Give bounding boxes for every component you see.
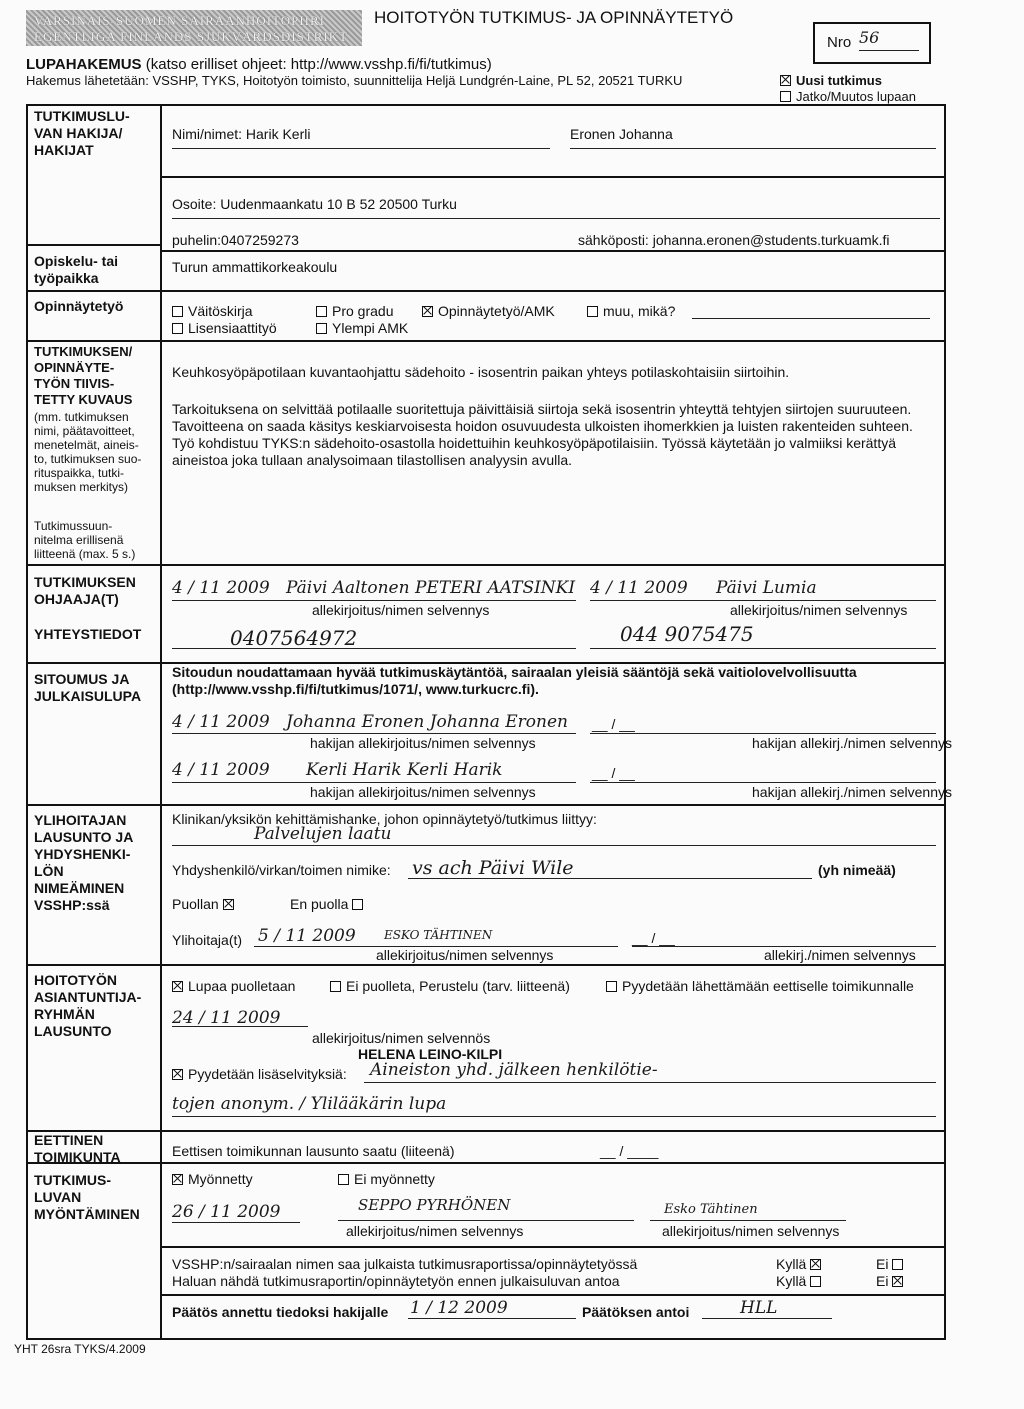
send-to: Hakemus lähetetään: VSSHP, TYKS, Hoitotyön toimisto, suunnittelija Heljä Lundgrén-Laine, PL 52, 20521 TURKU — [26, 73, 683, 88]
continuation-checkbox[interactable] — [780, 91, 791, 102]
more-info-checkbox[interactable] — [172, 1069, 183, 1080]
project-value: Palvelujen laatu — [254, 824, 392, 844]
form-code: YHT 26sra TYKS/4.2009 — [14, 1342, 146, 1356]
address-value: Uudenmaankatu 10 B 52 20500 Turku — [220, 196, 457, 212]
preview-question: Haluan nähdä tutkimusraportin/opinnäytetyön ennen julkaisuluvan antoa — [172, 1273, 620, 1289]
applicant-name-2: Eronen Johanna — [570, 126, 673, 142]
names-field: Nimi/nimet: Harik Kerli — [172, 126, 311, 142]
applicant-2-date: 4 / 11 2009 — [172, 760, 270, 780]
head-nurse-date: 5 / 11 2009 — [258, 926, 356, 946]
supervisor-1-phone: 0407564972 — [230, 626, 358, 650]
opt-ethics-committee[interactable]: Pyydetään lähettämään eettiselle toimikunnalle — [606, 978, 914, 994]
description-label: TUTKIMUKSEN/ OPINNÄYTE- TYÖN TIIVIS- TETTY KUVAUS — [34, 344, 133, 407]
applicant-4-date: __ / __ — [592, 765, 635, 781]
project-label: Klinikan/yksikön kehittämishanke, johon opinnäytetyö/tutkimus liittyy: — [172, 811, 597, 827]
applicant-3-date: __ / __ — [592, 716, 635, 732]
supervisor-1-date: 4 / 11 2009 — [172, 578, 270, 598]
expert-signer: HELENA LEINO-KILPI — [358, 1046, 503, 1062]
workplace-value: Turun ammattikorkeakoulu — [172, 259, 338, 275]
description-sublabel: (mm. tutkimuksen nimi, päätavoitteet, menetelmät, aineis- to, tutkimuksen suo- rituspaikka, tutki- muksen merkitys) — [34, 410, 142, 494]
opt-approve[interactable]: Lupaa puolletaan — [172, 978, 295, 994]
email-value: johanna.eronen@students.turkuamk.fi — [652, 232, 890, 248]
decision-by: HLL — [740, 1298, 778, 1318]
decision-by-label: Päätöksen antoi — [582, 1304, 690, 1320]
permission-caption-1: allekirjoitus/nimen selvennys — [346, 1223, 524, 1239]
head-nurse-caption: allekirjoitus/nimen selvennys — [376, 947, 554, 963]
nro-label: Nro — [827, 34, 852, 51]
permission-date: 26 / 11 2009 — [172, 1202, 281, 1222]
preview-yes[interactable]: Kyllä — [776, 1273, 826, 1289]
granted-option[interactable]: Myönnetty — [172, 1171, 253, 1187]
option-lisensiaattityo[interactable]: Lisensiaattityö — [172, 320, 277, 336]
applicant-name-1: Harik Kerli — [245, 126, 311, 142]
form-title: HOITOTYÖN TUTKIMUS- JA OPINNÄYTETYÖ — [374, 8, 734, 27]
logo-line-1: VARSINAIS-SUOMEN SAIRAANHOITOPIIRI — [34, 13, 326, 28]
form-name: LUPAHAKEMUS — [26, 56, 142, 73]
workplace-label: Opiskelu- tai työpaikka — [34, 253, 119, 286]
supervisor-2-date: 4 / 11 2009 — [590, 578, 688, 598]
continuation-option[interactable]: Jatko/Muutos lupaan — [780, 89, 916, 104]
expert-caption: allekirjoitus/nimen selvennös — [312, 1030, 491, 1046]
hospital-district-logo — [26, 10, 362, 46]
thesis-label: Opinnäytetyö — [34, 298, 124, 314]
head-nurse-2-date: __ / __ — [632, 930, 675, 946]
permission-caption-2: allekirjoitus/nimen selvennys — [662, 1223, 840, 1239]
decision-label: Päätös annettu tiedoksi hakijalle — [172, 1304, 389, 1320]
expert-date: 24 / 11 2009 — [172, 1008, 281, 1028]
supervisor-2-caption: allekirjoitus/nimen selvennys — [730, 602, 908, 618]
applicant-1-caption: hakijan allekirjoitus/nimen selvennys — [310, 735, 536, 751]
contact-person-label: Yhdyshenkilö/virkan/toimen nimike: — [172, 862, 391, 878]
publish-yes[interactable]: Kyllä — [776, 1256, 826, 1272]
commitment-text: Sitoudun noudattamaan hyvää tutkimuskäytäntöä, sairaalan yleisiä sääntöjä sekä vaitiolovelvollisuutta (http://www.vsshp.fi/fi/tutkimus/1071/, www.turkucrc.fi). — [172, 664, 857, 697]
applicant-2-caption: hakijan allekirjoitus/nimen selvennys — [310, 784, 536, 800]
head-nurse-label: YLIHOITAJAN LAUSUNTO JA YHDYSHENKI- LÖN NIMEÄMINEN VSSHP:ssä — [34, 812, 134, 913]
number-box — [813, 22, 931, 64]
ethics-date: __ / ____ — [600, 1143, 659, 1159]
head-nurse-2-caption: allekirj./nimen selvennys — [764, 947, 916, 963]
applicant-1-signature: Johanna Eronen Johanna Eronen — [286, 712, 569, 732]
research-title: Keuhkosyöpäpotilaan kuvantaohjattu sädehoito - isosentrin paikan yhteys potilaskohtaisiin siirtoihin. — [172, 364, 790, 380]
supervisor-2-phone: 044 9075475 — [620, 622, 754, 646]
opt-reject[interactable]: Ei puolleta, Perustelu (tarv. liitteenä) — [330, 978, 570, 994]
instructions: (katso erilliset ohjeet: http://www.vsshp.fi/fi/tutkimus) — [145, 56, 492, 73]
no-support-option[interactable]: En puolla — [290, 896, 368, 912]
permission-signature-1: SEPPO PYRHÖNEN — [358, 1196, 511, 1214]
head-nurse-field-label: Ylihoitaja(t) — [172, 932, 243, 948]
address-field: Osoite: Uudenmaankatu 10 B 52 20500 Turku — [172, 196, 457, 212]
head-nurse-signature: ESKO TÄHTINEN — [384, 928, 493, 942]
phone-field: puhelin:0407259273 — [172, 232, 299, 248]
option-ylempi-amk[interactable]: Ylempi AMK — [316, 320, 408, 336]
new-research-checkbox[interactable] — [780, 75, 791, 86]
commitment-label: SITOUMUS JA JULKAISULUPA — [34, 671, 142, 704]
supervisors-label: TUTKIMUKSEN OHJAAJA(T) — [34, 574, 136, 607]
ethics-label: EETTINEN TOIMIKUNTA — [34, 1132, 121, 1165]
applicant-1-date: 4 / 11 2009 — [172, 712, 270, 732]
research-description: Tarkoituksena on selvittää potilaalle suoritettuja päivittäisiä siirtoja sekä isosentrin yhteyttä tehtyjen siirtojen suuruuteen. Tavoitteena on saada käsitys keskiarvoisesta hoidon osuvuudesta ulkoisten ihomerkkien ja luisten rakenteiden suhteen. Työ kohdistuu TYKS:n sädehoito-osastolla hoidettuihin keuhkosyöpäpotilaisiin. Työssä käytetään jo valmiiksi kerättyä aineistoa joka tullaan analysoimaan tilastollisen analyysin avulla. — [172, 401, 913, 468]
ethics-text: Eettisen toimikunnan lausunto saatu (liiteenä) — [172, 1143, 455, 1159]
applicant-4-caption: hakijan allekirj./nimen selvennys — [752, 784, 952, 800]
applicant-3-caption: hakijan allekirj./nimen selvennys — [752, 735, 952, 751]
supervisor-2-signature: Päivi Lumia — [716, 578, 817, 598]
email-field: sähköposti: johanna.eronen@students.turkuamk.fi — [578, 232, 890, 248]
more-info-option[interactable]: Pyydetään lisäselvityksiä: — [172, 1066, 347, 1082]
expert-group-label: HOITOTYÖN ASIANTUNTIJA- RYHMÄN LAUSUNTO — [34, 972, 142, 1039]
phone-value: 0407259273 — [221, 232, 299, 248]
publish-no[interactable]: Ei — [876, 1256, 908, 1272]
permission-label: TUTKIMUS- LUVAN MYÖNTÄMINEN — [34, 1172, 140, 1222]
supervisor-1-signature: Päivi Aaltonen PETERI AATSINKI — [286, 578, 576, 598]
no-support-checkbox[interactable] — [352, 899, 363, 910]
option-opinnaytetyo-amk[interactable]: Opinnäytetyö/AMK — [422, 303, 555, 319]
more-info-line-1: Aineiston yhd. jälkeen henkilötie- — [370, 1060, 658, 1080]
form-name-line — [26, 56, 492, 73]
contact-person-suffix: (yh nimeää) — [818, 862, 896, 878]
support-checkbox[interactable] — [223, 899, 234, 910]
supervisor-1-caption: allekirjoitus/nimen selvennys — [312, 602, 490, 618]
more-info-line-2: tojen anonym. / Ylilääkärin lupa — [172, 1094, 447, 1114]
plan-note: Tutkimussuun- nitelma erillisenä liitteenä (max. 5 s.) — [34, 519, 136, 561]
preview-no[interactable]: Ei — [876, 1273, 908, 1289]
applicant-label: TUTKIMUSLU- VAN HAKIJA/ HAKIJAT — [34, 108, 130, 158]
option-pro-gradu[interactable]: Pro gradu — [316, 303, 393, 319]
not-granted-option[interactable]: Ei myönnetty — [338, 1171, 435, 1187]
publish-question: VSSHP:n/sairaalan nimen saa julkaista tutkimusraportissa/opinnäytetyössä — [172, 1256, 638, 1272]
contact-info-label: YHTEYSTIEDOT — [34, 626, 142, 642]
permission-signature-2: Esko Tähtinen — [664, 1202, 758, 1217]
option-vaitoskirja[interactable]: Väitöskirja — [172, 303, 253, 319]
nro-value: 56 — [859, 28, 880, 47]
new-research-option[interactable]: Uusi tutkimus — [780, 73, 882, 88]
logo-line-2: EGENTLIGA FINLANDS SJUKVÅRDSDISTRIKT — [34, 29, 349, 44]
decision-date: 1 / 12 2009 — [410, 1298, 508, 1318]
option-muu[interactable]: muu, mikä? — [587, 303, 675, 319]
applicant-2-signature: Kerli Harik Kerli Harik — [306, 760, 503, 780]
support-option[interactable]: Puollan — [172, 896, 239, 912]
contact-person-value: vs ach Päivi Wile — [412, 857, 574, 879]
